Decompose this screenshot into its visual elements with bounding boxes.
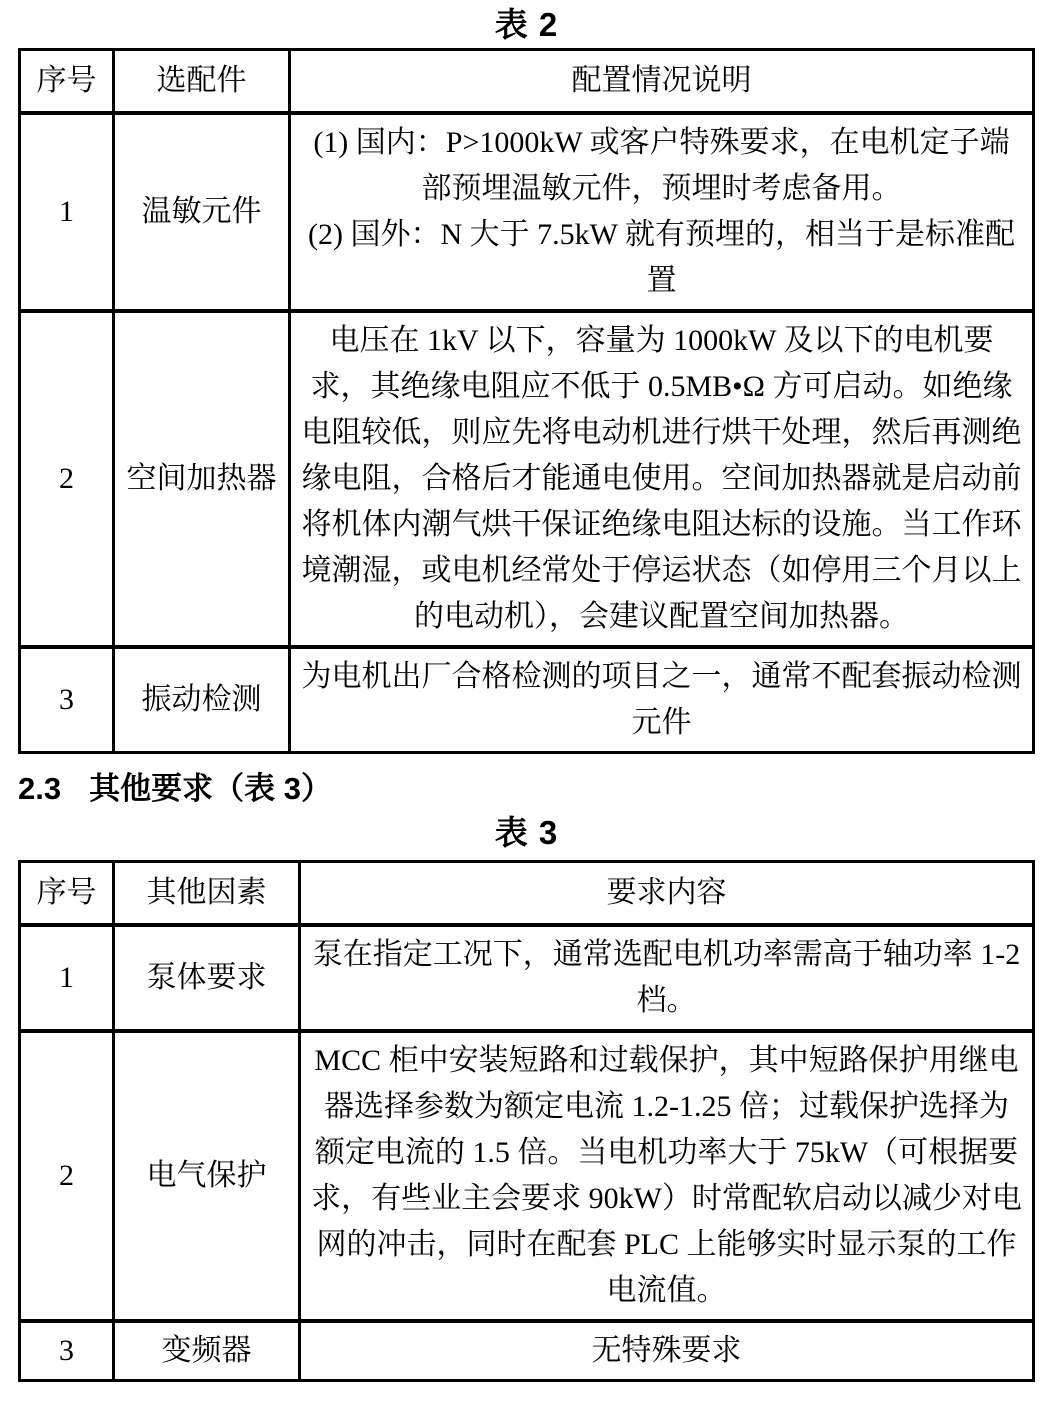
desc-cell — [290, 647, 1034, 753]
serial-cell: 1 — [20, 925, 114, 1031]
item-cell: 泵体要求 — [114, 925, 300, 1031]
table2 — [18, 48, 1035, 754]
desc-paragraph: 泵在指定工况下，通常选配电机功率需高于轴功率 1-2 档。 — [312, 938, 1021, 1017]
table2-header-item: 选配件 — [114, 50, 290, 114]
table-row — [20, 1031, 1034, 1321]
table2-caption: 表 2 — [494, 6, 559, 43]
desc-paragraph: MCC 柜中安装短路和过载保护，其中短路保护用继电器选择参数为额定电流 1.2-1.25 倍；过载保护选择为额定电流的 1.5 倍。当电机功率大于 75kW（可根据要求，有些业主会要求 90kW）时常配软启动以减少对电网的冲击，同时在配套 PLC 上能够实时显示泵的工作电流值。 — [311, 1044, 1022, 1307]
serial-cell: 3 — [20, 647, 114, 753]
desc-cell — [290, 311, 1034, 647]
item-cell: 电气保护 — [114, 1031, 300, 1321]
table3-caption: 表 3 — [494, 814, 559, 851]
table3 — [18, 860, 1035, 1382]
desc-paragraph: 无特殊要求 — [591, 1334, 742, 1367]
table3-header-item: 其他因素 — [114, 862, 300, 926]
desc-paragraph: 电压在 1kV 以下，容量为 1000kW 及以下的电机要求，其绝缘电阻应不低于 0.5MB•Ω 方可启动。如绝缘电阻较低，则应先将电动机进行烘干处理，然后再测绝缘电阻，合格后才能通电使用。空间加热器就是启动前将机体内潮气烘干保证绝缘电阻达标的设施。当工作环境潮湿，或电机经常处于停运状态（如停用三个月以上的电动机），会建议配置空间加热器。 — [301, 324, 1022, 633]
serial-cell: 2 — [20, 1031, 114, 1321]
table-row — [20, 113, 1034, 311]
table-row — [20, 311, 1034, 647]
desc-paragraph: (2) 国外：N 大于 7.5kW 就有预埋的，相当于是标准配置 — [308, 218, 1015, 297]
desc-cell — [300, 1321, 1034, 1381]
serial-cell: 1 — [20, 113, 114, 311]
table3-header-desc: 要求内容 — [300, 862, 1034, 926]
section-title: 其他要求（表 3） — [89, 771, 332, 806]
item-cell: 变频器 — [114, 1321, 300, 1381]
section-heading — [18, 766, 1053, 810]
desc-cell — [300, 1031, 1034, 1321]
serial-cell: 2 — [20, 311, 114, 647]
table3-header-row — [20, 862, 1034, 926]
table3-header-no: 序号 — [20, 862, 114, 926]
table2-header-no: 序号 — [20, 50, 114, 114]
desc-cell — [290, 113, 1034, 311]
serial-cell: 3 — [20, 1321, 114, 1381]
table2-header-desc: 配置情况说明 — [290, 50, 1034, 114]
table-row — [20, 925, 1034, 1031]
desc-cell — [300, 925, 1034, 1031]
desc-paragraph: (1) 国内：P>1000kW 或客户特殊要求，在电机定子端部预埋温敏元件，预埋时考虑备用。 — [313, 126, 1010, 205]
desc-paragraph: 为电机出厂合格检测的项目之一，通常不配套振动检测元件 — [301, 660, 1022, 739]
section-number: 2.3 — [18, 771, 62, 806]
table2-header-row — [20, 50, 1034, 114]
table-row — [20, 1321, 1034, 1381]
item-cell: 温敏元件 — [114, 113, 290, 311]
table-row — [20, 647, 1034, 753]
item-cell: 振动检测 — [114, 647, 290, 753]
item-cell: 空间加热器 — [114, 311, 290, 647]
